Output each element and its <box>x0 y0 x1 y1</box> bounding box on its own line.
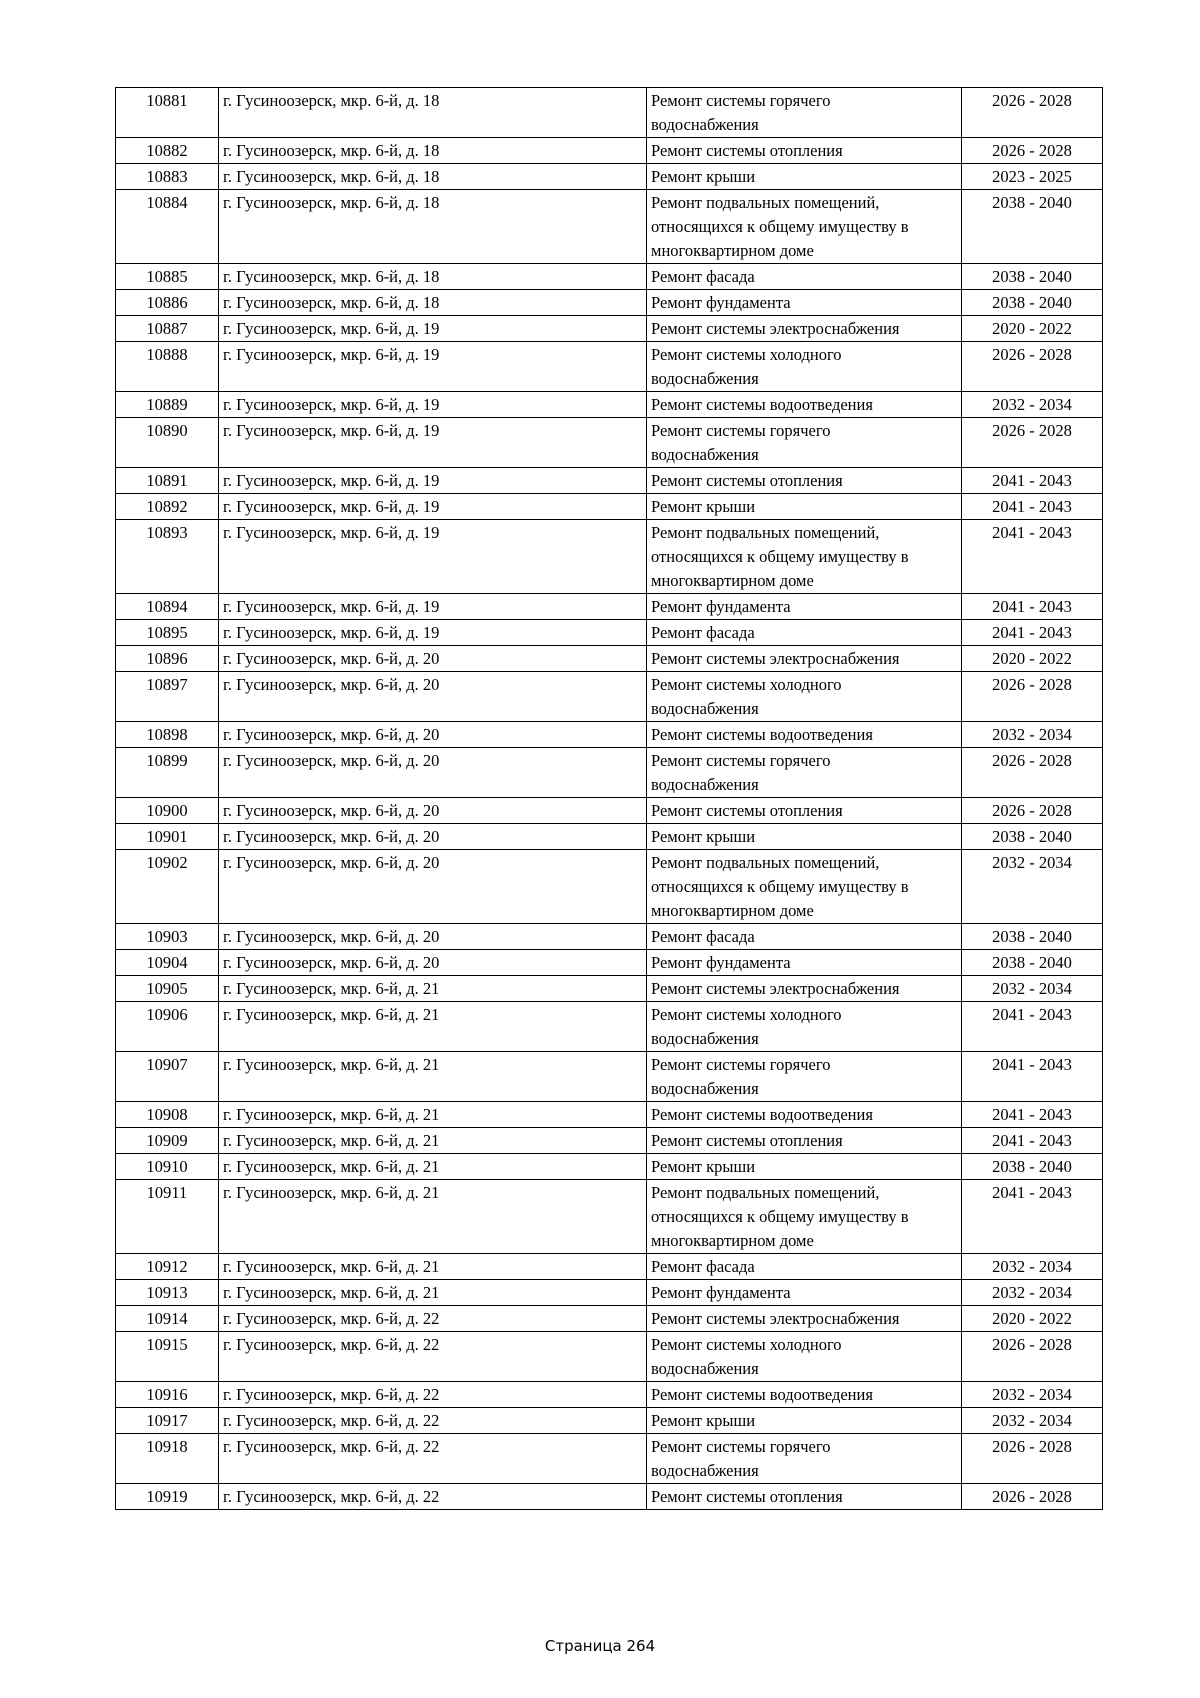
table-row <box>116 494 1103 520</box>
period-cell: 2041 - 2043 <box>962 594 1103 620</box>
period-cell: 2020 - 2022 <box>962 646 1103 672</box>
period-cell: 2041 - 2043 <box>962 1052 1103 1102</box>
row-number-cell: 10914 <box>116 1306 219 1332</box>
address-cell: г. Гусиноозерск, мкр. 6-й, д. 18 <box>219 164 647 190</box>
address-cell: г. Гусиноозерск, мкр. 6-й, д. 20 <box>219 722 647 748</box>
work-type-cell: Ремонт системы холодного водоснабжения <box>647 672 962 722</box>
table-row <box>116 1052 1103 1102</box>
row-number-cell: 10892 <box>116 494 219 520</box>
period-cell: 2032 - 2034 <box>962 722 1103 748</box>
period-cell: 2026 - 2028 <box>962 418 1103 468</box>
work-type-cell: Ремонт системы водоотведения <box>647 1382 962 1408</box>
address-cell: г. Гусиноозерск, мкр. 6-й, д. 21 <box>219 1180 647 1254</box>
table-body <box>116 88 1103 1510</box>
address-cell: г. Гусиноозерск, мкр. 6-й, д. 18 <box>219 138 647 164</box>
address-cell: г. Гусиноозерск, мкр. 6-й, д. 20 <box>219 924 647 950</box>
period-cell: 2026 - 2028 <box>962 138 1103 164</box>
work-type-cell: Ремонт системы горячего водоснабжения <box>647 1434 962 1484</box>
table-row <box>116 1154 1103 1180</box>
table-row <box>116 924 1103 950</box>
work-type-cell: Ремонт фасада <box>647 620 962 646</box>
row-number-cell: 10908 <box>116 1102 219 1128</box>
work-type-cell: Ремонт подвальных помещений, относящихся к общему имуществу в многоквартирном доме <box>647 190 962 264</box>
table-row <box>116 138 1103 164</box>
row-number-cell: 10901 <box>116 824 219 850</box>
table-row <box>116 1128 1103 1154</box>
table-row <box>116 950 1103 976</box>
table-row <box>116 1002 1103 1052</box>
period-cell: 2038 - 2040 <box>962 190 1103 264</box>
row-number-cell: 10891 <box>116 468 219 494</box>
row-number-cell: 10895 <box>116 620 219 646</box>
work-type-cell: Ремонт системы электроснабжения <box>647 1306 962 1332</box>
period-cell: 2041 - 2043 <box>962 1180 1103 1254</box>
row-number-cell: 10887 <box>116 316 219 342</box>
period-cell: 2038 - 2040 <box>962 290 1103 316</box>
work-type-cell: Ремонт системы холодного водоснабжения <box>647 342 962 392</box>
work-type-cell: Ремонт системы горячего водоснабжения <box>647 418 962 468</box>
work-type-cell: Ремонт крыши <box>647 1154 962 1180</box>
work-type-cell: Ремонт фасада <box>647 1254 962 1280</box>
address-cell: г. Гусиноозерск, мкр. 6-й, д. 18 <box>219 190 647 264</box>
row-number-cell: 10919 <box>116 1484 219 1510</box>
period-cell: 2026 - 2028 <box>962 1332 1103 1382</box>
address-cell: г. Гусиноозерск, мкр. 6-й, д. 22 <box>219 1484 647 1510</box>
period-cell: 2032 - 2034 <box>962 392 1103 418</box>
work-type-cell: Ремонт крыши <box>647 494 962 520</box>
address-cell: г. Гусиноозерск, мкр. 6-й, д. 18 <box>219 264 647 290</box>
address-cell: г. Гусиноозерск, мкр. 6-й, д. 18 <box>219 290 647 316</box>
table-row <box>116 1332 1103 1382</box>
table-row <box>116 1280 1103 1306</box>
table-row <box>116 290 1103 316</box>
table-row <box>116 264 1103 290</box>
address-cell: г. Гусиноозерск, мкр. 6-й, д. 20 <box>219 798 647 824</box>
period-cell: 2026 - 2028 <box>962 1484 1103 1510</box>
period-cell: 2026 - 2028 <box>962 88 1103 138</box>
address-cell: г. Гусиноозерск, мкр. 6-й, д. 20 <box>219 824 647 850</box>
period-cell: 2026 - 2028 <box>962 798 1103 824</box>
address-cell: г. Гусиноозерск, мкр. 6-й, д. 19 <box>219 418 647 468</box>
row-number-cell: 10902 <box>116 850 219 924</box>
table-row <box>116 850 1103 924</box>
period-cell: 2032 - 2034 <box>962 976 1103 1002</box>
table-row <box>116 190 1103 264</box>
table-row <box>116 418 1103 468</box>
table-row <box>116 1434 1103 1484</box>
row-number-cell: 10912 <box>116 1254 219 1280</box>
work-type-cell: Ремонт крыши <box>647 164 962 190</box>
work-type-cell: Ремонт системы водоотведения <box>647 1102 962 1128</box>
work-type-cell: Ремонт системы отопления <box>647 798 962 824</box>
row-number-cell: 10898 <box>116 722 219 748</box>
address-cell: г. Гусиноозерск, мкр. 6-й, д. 21 <box>219 1128 647 1154</box>
row-number-cell: 10899 <box>116 748 219 798</box>
period-cell: 2038 - 2040 <box>962 924 1103 950</box>
page-number: Страница 264 <box>544 1637 656 1655</box>
period-cell: 2020 - 2022 <box>962 1306 1103 1332</box>
table-row <box>116 672 1103 722</box>
table-row <box>116 722 1103 748</box>
row-number-cell: 10897 <box>116 672 219 722</box>
row-number-cell: 10894 <box>116 594 219 620</box>
work-type-cell: Ремонт фасада <box>647 924 962 950</box>
work-type-cell: Ремонт системы электроснабжения <box>647 646 962 672</box>
address-cell: г. Гусиноозерск, мкр. 6-й, д. 19 <box>219 620 647 646</box>
address-cell: г. Гусиноозерск, мкр. 6-й, д. 18 <box>219 88 647 138</box>
row-number-cell: 10881 <box>116 88 219 138</box>
period-cell: 2041 - 2043 <box>962 468 1103 494</box>
period-cell: 2026 - 2028 <box>962 748 1103 798</box>
work-type-cell: Ремонт подвальных помещений, относящихся к общему имуществу в многоквартирном доме <box>647 850 962 924</box>
period-cell: 2041 - 2043 <box>962 1002 1103 1052</box>
address-cell: г. Гусиноозерск, мкр. 6-й, д. 22 <box>219 1306 647 1332</box>
row-number-cell: 10905 <box>116 976 219 1002</box>
table-row <box>116 164 1103 190</box>
address-cell: г. Гусиноозерск, мкр. 6-й, д. 20 <box>219 672 647 722</box>
address-cell: г. Гусиноозерск, мкр. 6-й, д. 20 <box>219 646 647 672</box>
table-row <box>116 1306 1103 1332</box>
row-number-cell: 10909 <box>116 1128 219 1154</box>
address-cell: г. Гусиноозерск, мкр. 6-й, д. 21 <box>219 1254 647 1280</box>
row-number-cell: 10903 <box>116 924 219 950</box>
work-type-cell: Ремонт фасада <box>647 264 962 290</box>
page-footer <box>0 1637 1200 1655</box>
work-type-cell: Ремонт системы горячего водоснабжения <box>647 748 962 798</box>
work-type-cell: Ремонт системы горячего водоснабжения <box>647 88 962 138</box>
period-cell: 2032 - 2034 <box>962 1408 1103 1434</box>
address-cell: г. Гусиноозерск, мкр. 6-й, д. 19 <box>219 520 647 594</box>
table-row <box>116 1254 1103 1280</box>
address-cell: г. Гусиноозерск, мкр. 6-й, д. 21 <box>219 1052 647 1102</box>
table-row <box>116 1180 1103 1254</box>
row-number-cell: 10917 <box>116 1408 219 1434</box>
table-row <box>116 392 1103 418</box>
work-type-cell: Ремонт системы холодного водоснабжения <box>647 1332 962 1382</box>
address-cell: г. Гусиноозерск, мкр. 6-й, д. 21 <box>219 1280 647 1306</box>
table-row <box>116 316 1103 342</box>
work-type-cell: Ремонт фундамента <box>647 950 962 976</box>
row-number-cell: 10889 <box>116 392 219 418</box>
period-cell: 2026 - 2028 <box>962 1434 1103 1484</box>
row-number-cell: 10882 <box>116 138 219 164</box>
work-type-cell: Ремонт подвальных помещений, относящихся к общему имуществу в многоквартирном доме <box>647 1180 962 1254</box>
address-cell: г. Гусиноозерск, мкр. 6-й, д. 20 <box>219 950 647 976</box>
period-cell: 2038 - 2040 <box>962 1154 1103 1180</box>
table-row <box>116 88 1103 138</box>
period-cell: 2041 - 2043 <box>962 620 1103 646</box>
work-type-cell: Ремонт фундамента <box>647 290 962 316</box>
period-cell: 2041 - 2043 <box>962 1102 1103 1128</box>
row-number-cell: 10884 <box>116 190 219 264</box>
address-cell: г. Гусиноозерск, мкр. 6-й, д. 19 <box>219 392 647 418</box>
row-number-cell: 10896 <box>116 646 219 672</box>
address-cell: г. Гусиноозерск, мкр. 6-й, д. 21 <box>219 976 647 1002</box>
table-row <box>116 520 1103 594</box>
address-cell: г. Гусиноозерск, мкр. 6-й, д. 22 <box>219 1382 647 1408</box>
row-number-cell: 10888 <box>116 342 219 392</box>
address-cell: г. Гусиноозерск, мкр. 6-й, д. 21 <box>219 1154 647 1180</box>
period-cell: 2020 - 2022 <box>962 316 1103 342</box>
row-number-cell: 10915 <box>116 1332 219 1382</box>
work-type-cell: Ремонт крыши <box>647 1408 962 1434</box>
row-number-cell: 10900 <box>116 798 219 824</box>
work-type-cell: Ремонт системы холодного водоснабжения <box>647 1002 962 1052</box>
period-cell: 2032 - 2034 <box>962 850 1103 924</box>
address-cell: г. Гусиноозерск, мкр. 6-й, д. 22 <box>219 1434 647 1484</box>
document-page <box>115 87 1102 1510</box>
period-cell: 2038 - 2040 <box>962 264 1103 290</box>
period-cell: 2032 - 2034 <box>962 1254 1103 1280</box>
row-number-cell: 10918 <box>116 1434 219 1484</box>
row-number-cell: 10906 <box>116 1002 219 1052</box>
work-type-cell: Ремонт системы горячего водоснабжения <box>647 1052 962 1102</box>
period-cell: 2041 - 2043 <box>962 1128 1103 1154</box>
row-number-cell: 10913 <box>116 1280 219 1306</box>
work-type-cell: Ремонт системы отопления <box>647 138 962 164</box>
row-number-cell: 10904 <box>116 950 219 976</box>
work-type-cell: Ремонт фундамента <box>647 1280 962 1306</box>
address-cell: г. Гусиноозерск, мкр. 6-й, д. 21 <box>219 1102 647 1128</box>
period-cell: 2038 - 2040 <box>962 824 1103 850</box>
period-cell: 2026 - 2028 <box>962 342 1103 392</box>
work-type-cell: Ремонт системы электроснабжения <box>647 316 962 342</box>
address-cell: г. Гусиноозерск, мкр. 6-й, д. 22 <box>219 1332 647 1382</box>
table-row <box>116 468 1103 494</box>
table-row <box>116 824 1103 850</box>
address-cell: г. Гусиноозерск, мкр. 6-й, д. 20 <box>219 748 647 798</box>
table-row <box>116 1408 1103 1434</box>
work-type-cell: Ремонт системы отопления <box>647 1128 962 1154</box>
period-cell: 2038 - 2040 <box>962 950 1103 976</box>
table-row <box>116 748 1103 798</box>
row-number-cell: 10910 <box>116 1154 219 1180</box>
work-type-cell: Ремонт подвальных помещений, относящихся к общему имуществу в многоквартирном доме <box>647 520 962 594</box>
row-number-cell: 10907 <box>116 1052 219 1102</box>
period-cell: 2041 - 2043 <box>962 520 1103 594</box>
address-cell: г. Гусиноозерск, мкр. 6-й, д. 19 <box>219 594 647 620</box>
table-row <box>116 594 1103 620</box>
period-cell: 2032 - 2034 <box>962 1382 1103 1408</box>
row-number-cell: 10885 <box>116 264 219 290</box>
address-cell: г. Гусиноозерск, мкр. 6-й, д. 19 <box>219 342 647 392</box>
address-cell: г. Гусиноозерск, мкр. 6-й, д. 20 <box>219 850 647 924</box>
table-row <box>116 646 1103 672</box>
address-cell: г. Гусиноозерск, мкр. 6-й, д. 19 <box>219 494 647 520</box>
address-cell: г. Гусиноозерск, мкр. 6-й, д. 19 <box>219 468 647 494</box>
table-row <box>116 1102 1103 1128</box>
row-number-cell: 10890 <box>116 418 219 468</box>
row-number-cell: 10911 <box>116 1180 219 1254</box>
address-cell: г. Гусиноозерск, мкр. 6-й, д. 22 <box>219 1408 647 1434</box>
table-row <box>116 976 1103 1002</box>
work-type-cell: Ремонт системы водоотведения <box>647 392 962 418</box>
table-row <box>116 342 1103 392</box>
address-cell: г. Гусиноозерск, мкр. 6-й, д. 19 <box>219 316 647 342</box>
period-cell: 2041 - 2043 <box>962 494 1103 520</box>
table-row <box>116 1484 1103 1510</box>
table-row <box>116 798 1103 824</box>
row-number-cell: 10886 <box>116 290 219 316</box>
period-cell: 2023 - 2025 <box>962 164 1103 190</box>
row-number-cell: 10883 <box>116 164 219 190</box>
repair-schedule-table <box>115 87 1103 1510</box>
table-row <box>116 620 1103 646</box>
period-cell: 2026 - 2028 <box>962 672 1103 722</box>
work-type-cell: Ремонт фундамента <box>647 594 962 620</box>
table-row <box>116 1382 1103 1408</box>
work-type-cell: Ремонт системы отопления <box>647 1484 962 1510</box>
work-type-cell: Ремонт системы отопления <box>647 468 962 494</box>
row-number-cell: 10916 <box>116 1382 219 1408</box>
period-cell: 2032 - 2034 <box>962 1280 1103 1306</box>
address-cell: г. Гусиноозерск, мкр. 6-й, д. 21 <box>219 1002 647 1052</box>
work-type-cell: Ремонт крыши <box>647 824 962 850</box>
work-type-cell: Ремонт системы водоотведения <box>647 722 962 748</box>
row-number-cell: 10893 <box>116 520 219 594</box>
work-type-cell: Ремонт системы электроснабжения <box>647 976 962 1002</box>
